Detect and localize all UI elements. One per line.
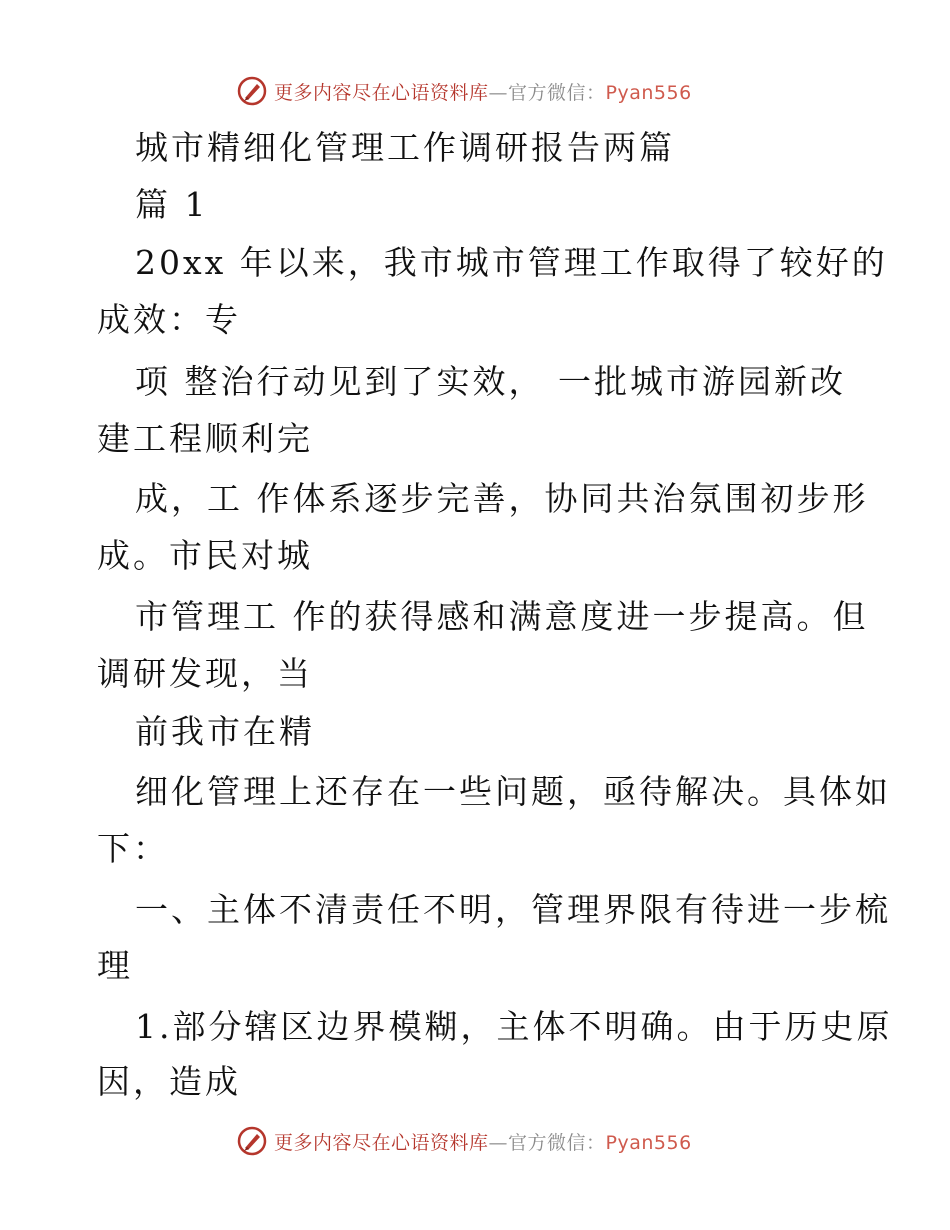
paragraph-line: 20xx 年以来，我市城市管理工作取得了较好的	[135, 243, 888, 282]
section-heading: 篇 1	[135, 185, 209, 224]
watermark-text: 更多内容尽在心语资料库—官方微信：Pyan556	[274, 81, 692, 104]
footer-watermark	[236, 1123, 692, 1159]
paragraph-line: 下：	[97, 829, 169, 868]
header-watermark	[236, 73, 692, 109]
paragraph-line: 建工程顺利完	[97, 419, 313, 458]
paragraph-line: 前我市在精	[135, 712, 315, 751]
paragraph-line: 调研发现，当	[97, 654, 313, 693]
pen-logo-icon	[236, 75, 268, 107]
paragraph-line: 一、主体不清责任不明，管理界限有待进一步梳	[135, 890, 891, 929]
paragraph-line: 市管理工 作的获得感和满意度进一步提高。但	[135, 597, 869, 636]
paragraph-line: 1.部分辖区边界模糊，主体不明确。由于历史原	[135, 1007, 893, 1046]
paragraph-line: 理	[97, 946, 133, 985]
paragraph-line: 成，工 作体系逐步完善，协同共治氛围初步形	[135, 479, 869, 518]
paragraph-line: 细化管理上还存在一些问题，亟待解决。具体如	[135, 772, 891, 811]
watermark-text: 更多内容尽在心语资料库—官方微信：Pyan556	[274, 1131, 692, 1154]
paragraph-line: 成。市民对城	[97, 536, 313, 575]
paragraph-line: 因，造成	[97, 1062, 241, 1101]
paragraph-line: 项 整治行动见到了实效， 一批城市游园新改	[135, 362, 846, 401]
paragraph-line: 成效：专	[97, 300, 241, 339]
pen-logo-icon	[236, 1125, 268, 1157]
document-title: 城市精细化管理工作调研报告两篇	[135, 128, 675, 167]
